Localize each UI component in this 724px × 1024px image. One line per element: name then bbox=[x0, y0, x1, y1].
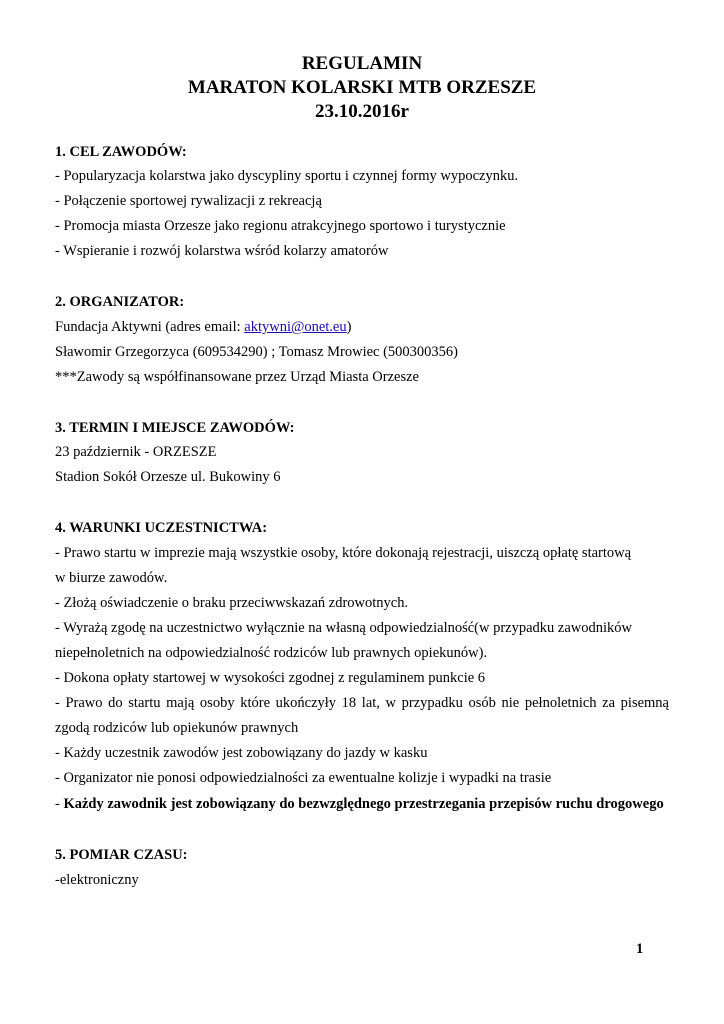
section-1-item-3: - Promocja miasta Orzesze jako regionu atrakcyjnego sportowo i turystycznie bbox=[55, 218, 506, 234]
timing-method: -elektroniczny bbox=[55, 872, 139, 888]
section-4-heading: 4. WARUNKI UCZESTNICTWA: bbox=[55, 520, 268, 536]
item-8-dash: - bbox=[55, 796, 64, 812]
title-line-3: 23.10.2016r bbox=[315, 101, 409, 122]
title-line-1: REGULAMIN bbox=[301, 53, 423, 74]
section-3-heading: 3. TERMIN I MIEJSCE ZAWODÓW: bbox=[55, 420, 295, 436]
section-4-item-3-line-1: - Wyrażą zgodę na uczestnictwo wyłącznie na własną odpowiedzialność(w przypadku zawodników bbox=[55, 620, 633, 636]
event-place: Stadion Sokół Orzesze ul. Bukowiny 6 bbox=[55, 469, 281, 485]
section-2-heading: 2. ORGANIZATOR: bbox=[55, 294, 185, 310]
organizer-text-end: ) bbox=[346, 319, 352, 335]
item-8-bold-text: Każdy zawodnik jest zobowiązany do bezwzględnego przestrzegania przepisów ruchu drogowego bbox=[63, 796, 664, 812]
section-1-heading: 1. CEL ZAWODÓW: bbox=[55, 144, 187, 160]
organizer-text: Fundacja Aktywni (adres email: bbox=[55, 319, 245, 335]
event-date: 23 październik - ORZESZE bbox=[55, 444, 217, 460]
section-5-heading: 5. POMIAR CZASU: bbox=[55, 847, 188, 863]
section-1-item-1: - Popularyzacja kolarstwa jako dyscypliny sportu i czynnej formy wypoczynku. bbox=[55, 168, 519, 184]
page-number: 1 bbox=[636, 941, 644, 957]
section-4-item-5-line-1: - Prawo do startu mają osoby które ukończyły 18 lat, w przypadku osób nie pełnoletnich za pisemną bbox=[55, 695, 669, 711]
section-4-item-1-line-1: - Prawo startu w imprezie mają wszystkie osoby, które dokonają rejestracji, uiszczą opłatę startową bbox=[55, 545, 632, 561]
title-line-2: MARATON KOLARSKI MTB ORZESZE bbox=[187, 77, 537, 98]
section-4-item-4: - Dokona opłaty startowej w wysokości zgodnej z regulaminem punkcie 6 bbox=[55, 670, 486, 686]
section-4-item-6: - Każdy uczestnik zawodów jest zobowiązany do jazdy w kasku bbox=[55, 745, 428, 761]
section-4-item-1-line-2: w biurze zawodów. bbox=[55, 570, 168, 586]
section-4-item-3-line-2: niepełnoletnich na odpowiedzialność rodziców lub prawnych opiekunów). bbox=[55, 645, 488, 661]
email-link[interactable]: aktywni@onet.eu bbox=[244, 319, 347, 335]
section-4-item-2: - Złożą oświadczenie o braku przeciwwskazań zdrowotnych. bbox=[55, 595, 409, 611]
section-1-item-4: - Wspieranie i rozwój kolarstwa wśród kolarzy amatorów bbox=[55, 243, 389, 259]
section-4-item-7: - Organizator nie ponosi odpowiedzialności za ewentualne kolizje i wypadki na trasie bbox=[55, 770, 552, 786]
document-title bbox=[0, 52, 724, 124]
contacts-line: Sławomir Grzegorzyca (609534290) ; Tomasz Mrowiec (500300356) bbox=[55, 344, 459, 360]
funding-note: ***Zawody są współfinansowane przez Urząd Miasta Orzesze bbox=[55, 369, 419, 385]
organizer-line bbox=[55, 318, 351, 336]
section-4-item-8 bbox=[55, 795, 664, 813]
section-1-item-2: - Połączenie sportowej rywalizacji z rekreacją bbox=[55, 193, 322, 209]
section-4-item-5-line-2: zgodą rodziców lub opiekunów prawnych bbox=[55, 720, 299, 736]
